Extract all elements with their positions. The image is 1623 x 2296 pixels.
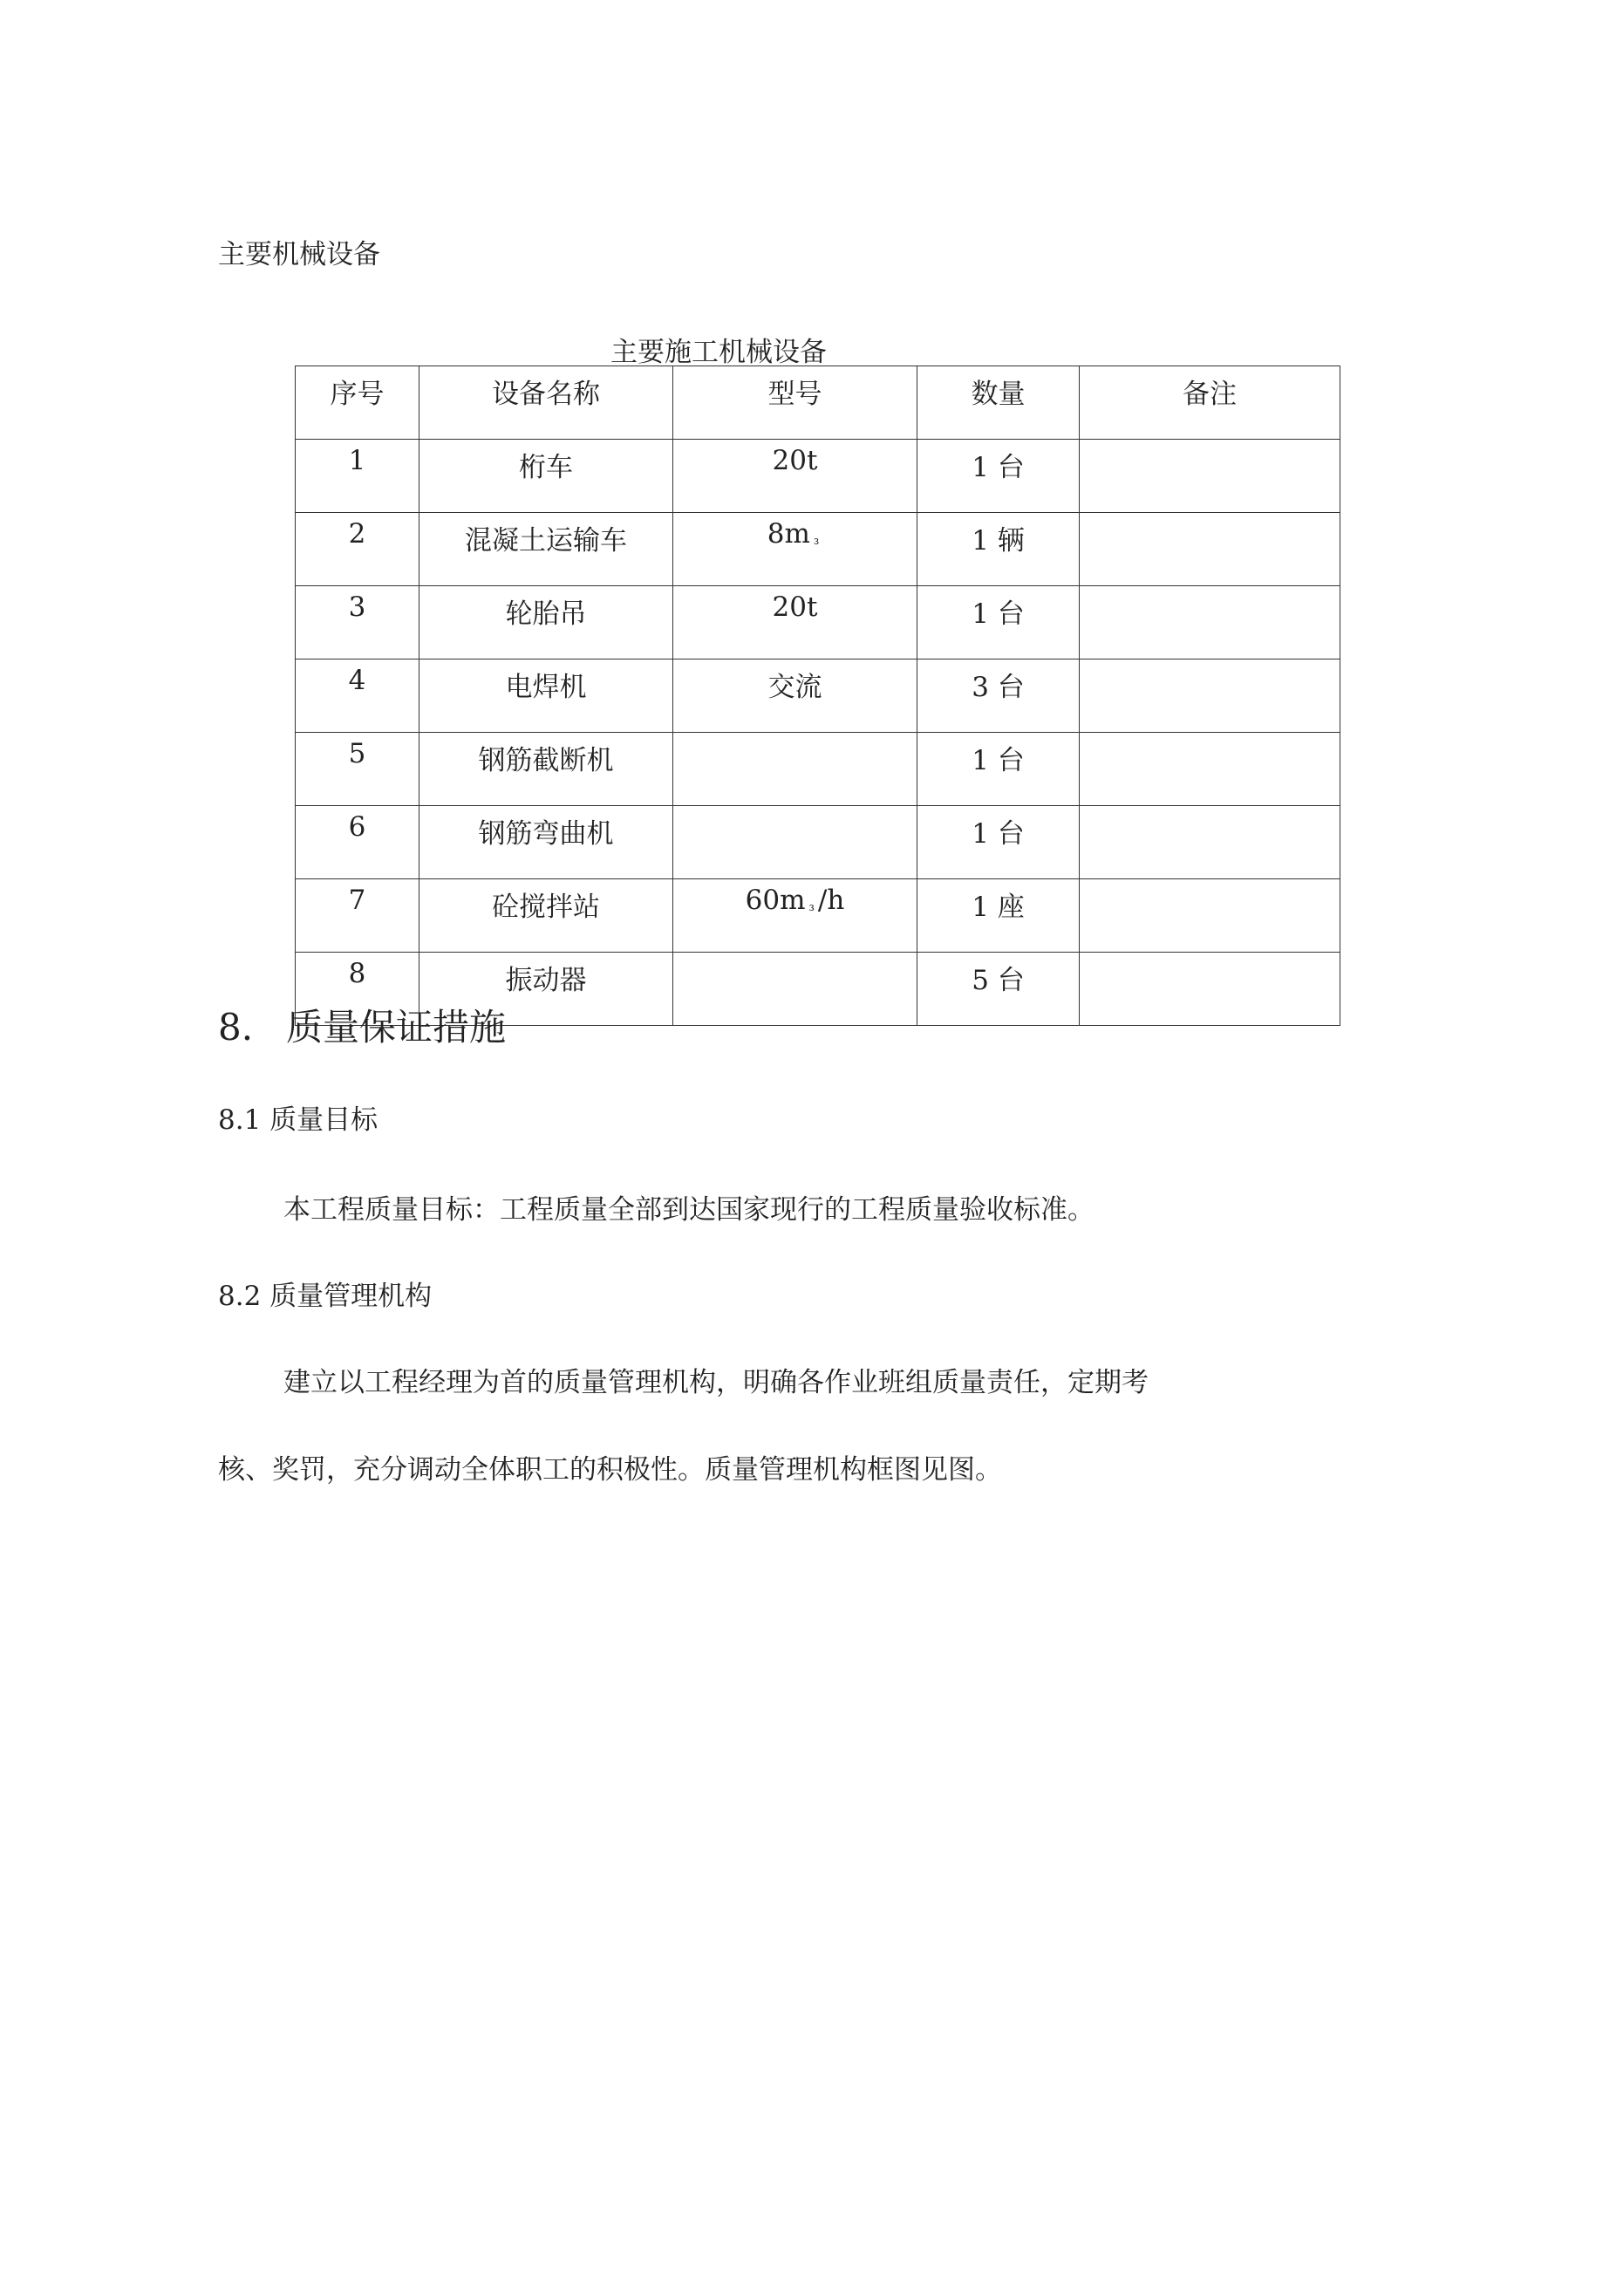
cell-model: 60m $_{_3}$ /h <box>673 879 917 953</box>
cell-qty: 3 台 <box>917 659 1080 733</box>
cell-no: 6 <box>296 806 419 879</box>
chapter-title: 质量保证措施 <box>286 1006 507 1049</box>
section-title: 主要机械设备 <box>218 239 380 270</box>
cell-model <box>673 733 917 806</box>
table-row <box>296 733 1340 806</box>
equipment-table <box>295 366 1340 1026</box>
chapter-number: 8. <box>218 1006 254 1049</box>
cell-name: 桁车 <box>419 440 673 513</box>
cell-name: 砼搅拌站 <box>419 879 673 953</box>
cell-model: 20t <box>673 586 917 659</box>
cell-note <box>1080 440 1340 513</box>
cell-no: 5 <box>296 733 419 806</box>
cell-model: 20t <box>673 440 917 513</box>
table-caption: 主要施工机械设备 <box>610 337 827 368</box>
table-row <box>296 806 1340 879</box>
cell-name: 振动器 <box>419 953 673 1026</box>
cell-no: 7 <box>296 879 419 953</box>
cell-qty: 1 台 <box>917 440 1080 513</box>
table-row <box>296 659 1340 733</box>
cell-no: 3 <box>296 586 419 659</box>
cell-name: 电焊机 <box>419 659 673 733</box>
cell-qty: 1 座 <box>917 879 1080 953</box>
cell-model: 交流 <box>673 659 917 733</box>
table-row <box>296 586 1340 659</box>
cell-name: 轮胎吊 <box>419 586 673 659</box>
cell-note <box>1080 513 1340 586</box>
cell-no: 2 <box>296 513 419 586</box>
quality-org-paragraph-line1: 建立以工程经理为首的质量管理机构，明确各作业班组质量责任，定期考 <box>283 1367 1149 1398</box>
cell-note <box>1080 659 1340 733</box>
header-qty: 数量 <box>917 366 1080 440</box>
quality-goal-paragraph: 本工程质量目标：工程质量全部到达国家现行的工程质量验收标准。 <box>283 1194 1095 1226</box>
subsection-title-quality-org: 8.2 质量管理机构 <box>218 1281 433 1312</box>
cell-no: 8 <box>296 953 419 1026</box>
cell-qty: 1 台 <box>917 733 1080 806</box>
table-row <box>296 513 1340 586</box>
header-no: 序号 <box>296 366 419 440</box>
quality-org-paragraph-line2: 核、奖罚，充分调动全体职工的积极性。质量管理机构框图见图。 <box>218 1454 1002 1486</box>
cell-name: 钢筋弯曲机 <box>419 806 673 879</box>
cell-model <box>673 953 917 1026</box>
table-header-row <box>296 366 1340 440</box>
table-row <box>296 440 1340 513</box>
cell-no: 4 <box>296 659 419 733</box>
cell-no: 1 <box>296 440 419 513</box>
unit-subscript: ₃ <box>813 531 820 548</box>
cell-qty: 1 辆 <box>917 513 1080 586</box>
subsection-title-quality-goal: 8.1 质量目标 <box>218 1104 378 1136</box>
header-note: 备注 <box>1080 366 1340 440</box>
table-row <box>296 879 1340 953</box>
cell-note <box>1080 733 1340 806</box>
cell-qty: 5 台 <box>917 953 1080 1026</box>
cell-qty: 1 台 <box>917 806 1080 879</box>
cell-note <box>1080 806 1340 879</box>
cell-note <box>1080 586 1340 659</box>
cell-note <box>1080 953 1340 1026</box>
cell-qty: 1 台 <box>917 586 1080 659</box>
cell-note <box>1080 879 1340 953</box>
chapter-heading <box>218 1005 506 1050</box>
header-name: 设备名称 <box>419 366 673 440</box>
cell-name: 钢筋截断机 <box>419 733 673 806</box>
header-model: 型号 <box>673 366 917 440</box>
cell-name: 混凝土运输车 <box>419 513 673 586</box>
unit-subscript: ₃ <box>808 898 815 914</box>
cell-model: 8m $_{_3}$ <box>673 513 917 586</box>
cell-model <box>673 806 917 879</box>
